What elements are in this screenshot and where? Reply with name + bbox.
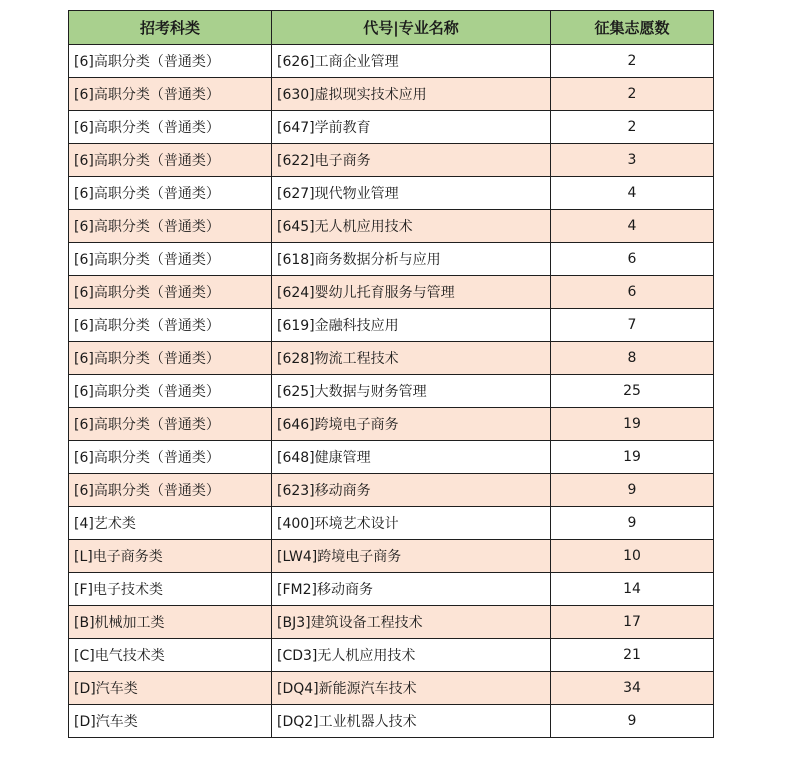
cell-category: [6]高职分类（普通类） — [69, 78, 272, 111]
cell-count: 9 — [551, 507, 714, 540]
header-row — [69, 11, 714, 45]
cell-major: [627]现代物业管理 — [272, 177, 551, 210]
cell-count: 19 — [551, 441, 714, 474]
table-row — [69, 309, 714, 342]
table-row — [69, 177, 714, 210]
cell-count: 34 — [551, 672, 714, 705]
table-row — [69, 78, 714, 111]
cell-count: 10 — [551, 540, 714, 573]
cell-category: [6]高职分类（普通类） — [69, 111, 272, 144]
cell-major: [FM2]移动商务 — [272, 573, 551, 606]
cell-major: [646]跨境电子商务 — [272, 408, 551, 441]
table-body — [69, 45, 714, 738]
cell-count: 14 — [551, 573, 714, 606]
cell-count: 4 — [551, 177, 714, 210]
cell-category: [C]电气技术类 — [69, 639, 272, 672]
cell-category: [6]高职分类（普通类） — [69, 45, 272, 78]
table-row — [69, 474, 714, 507]
cell-count: 9 — [551, 705, 714, 738]
cell-major: [648]健康管理 — [272, 441, 551, 474]
enrollment-table-container — [68, 10, 713, 738]
cell-major: [645]无人机应用技术 — [272, 210, 551, 243]
cell-major: [DQ2]工业机器人技术 — [272, 705, 551, 738]
cell-category: [4]艺术类 — [69, 507, 272, 540]
table-row — [69, 111, 714, 144]
cell-count: 21 — [551, 639, 714, 672]
table-row — [69, 639, 714, 672]
table-row — [69, 276, 714, 309]
table-row — [69, 573, 714, 606]
cell-count: 6 — [551, 276, 714, 309]
cell-count: 8 — [551, 342, 714, 375]
cell-category: [L]电子商务类 — [69, 540, 272, 573]
cell-count: 2 — [551, 78, 714, 111]
cell-category: [6]高职分类（普通类） — [69, 210, 272, 243]
table-row — [69, 705, 714, 738]
table-row — [69, 441, 714, 474]
cell-major: [624]婴幼儿托育服务与管理 — [272, 276, 551, 309]
cell-major: [623]移动商务 — [272, 474, 551, 507]
table-row — [69, 606, 714, 639]
cell-category: [6]高职分类（普通类） — [69, 276, 272, 309]
cell-major: [628]物流工程技术 — [272, 342, 551, 375]
cell-category: [B]机械加工类 — [69, 606, 272, 639]
header-count: 征集志愿数 — [551, 11, 714, 45]
table-row — [69, 144, 714, 177]
table-row — [69, 342, 714, 375]
table-row — [69, 45, 714, 78]
cell-major: [BJ3]建筑设备工程技术 — [272, 606, 551, 639]
cell-category: [6]高职分类（普通类） — [69, 408, 272, 441]
cell-category: [D]汽车类 — [69, 672, 272, 705]
table-row — [69, 210, 714, 243]
cell-category: [6]高职分类（普通类） — [69, 375, 272, 408]
cell-major: [622]电子商务 — [272, 144, 551, 177]
cell-category: [6]高职分类（普通类） — [69, 474, 272, 507]
cell-count: 4 — [551, 210, 714, 243]
cell-major: [626]工商企业管理 — [272, 45, 551, 78]
cell-category: [6]高职分类（普通类） — [69, 441, 272, 474]
cell-count: 9 — [551, 474, 714, 507]
cell-major: [618]商务数据分析与应用 — [272, 243, 551, 276]
cell-category: [6]高职分类（普通类） — [69, 177, 272, 210]
table-row — [69, 375, 714, 408]
enrollment-table — [68, 10, 714, 738]
cell-count: 6 — [551, 243, 714, 276]
cell-count: 17 — [551, 606, 714, 639]
table-row — [69, 672, 714, 705]
cell-major: [400]环境艺术设计 — [272, 507, 551, 540]
cell-category: [6]高职分类（普通类） — [69, 309, 272, 342]
table-row — [69, 243, 714, 276]
cell-count: 7 — [551, 309, 714, 342]
cell-count: 25 — [551, 375, 714, 408]
table-row — [69, 408, 714, 441]
cell-major: [647]学前教育 — [272, 111, 551, 144]
cell-category: [D]汽车类 — [69, 705, 272, 738]
cell-major: [619]金融科技应用 — [272, 309, 551, 342]
cell-category: [F]电子技术类 — [69, 573, 272, 606]
table-header — [69, 11, 714, 45]
cell-major: [DQ4]新能源汽车技术 — [272, 672, 551, 705]
cell-category: [6]高职分类（普通类） — [69, 144, 272, 177]
cell-major: [LW4]跨境电子商务 — [272, 540, 551, 573]
cell-category: [6]高职分类（普通类） — [69, 243, 272, 276]
cell-major: [625]大数据与财务管理 — [272, 375, 551, 408]
cell-count: 2 — [551, 45, 714, 78]
table-row — [69, 540, 714, 573]
cell-count: 2 — [551, 111, 714, 144]
cell-count: 3 — [551, 144, 714, 177]
table-row — [69, 507, 714, 540]
cell-major: [630]虚拟现实技术应用 — [272, 78, 551, 111]
header-category: 招考科类 — [69, 11, 272, 45]
cell-count: 19 — [551, 408, 714, 441]
header-major: 代号|专业名称 — [272, 11, 551, 45]
cell-major: [CD3]无人机应用技术 — [272, 639, 551, 672]
cell-category: [6]高职分类（普通类） — [69, 342, 272, 375]
